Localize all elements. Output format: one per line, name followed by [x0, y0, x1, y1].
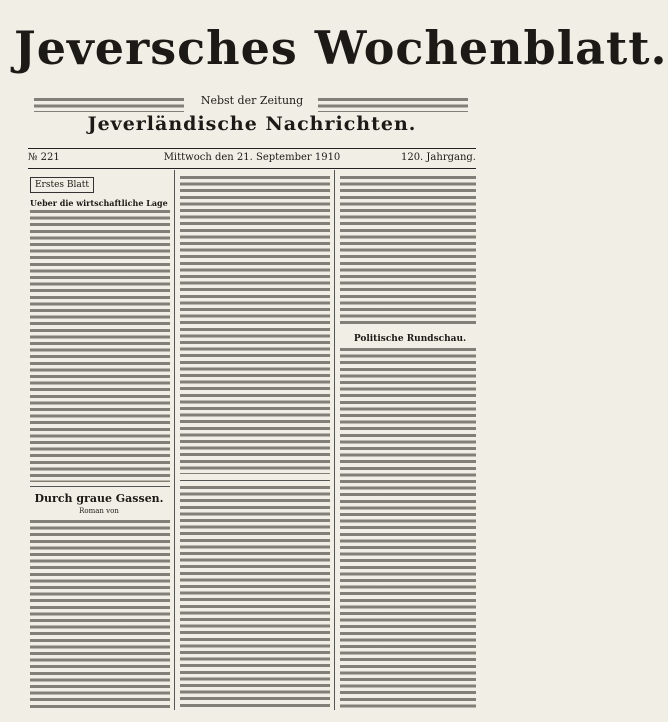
story-text-continued — [180, 486, 330, 708]
article-text-continued — [180, 176, 330, 474]
article-heading: Ueber die wirtschaftliche Lage — [30, 198, 168, 208]
political-text — [340, 348, 476, 708]
masthead-subtitle: Jeverländische Nachrichten. — [87, 113, 417, 135]
column-divider — [174, 170, 175, 710]
story-text — [30, 520, 170, 708]
dateline — [28, 152, 476, 166]
column-divider — [334, 170, 335, 710]
story-byline: Roman von — [79, 507, 119, 515]
issue-number: № 221 — [28, 152, 60, 163]
masthead-nebst: Nebst der Zeitung — [200, 94, 304, 107]
political-heading: Politische Rundschau. — [353, 334, 467, 344]
article-text — [30, 210, 170, 482]
issue-date: Mittwoch den 21. September 1910 — [163, 152, 341, 163]
masthead-rule-top — [28, 148, 476, 149]
issue-volume: 120. Jahrgang. — [400, 152, 476, 163]
masthead-rule-bottom — [28, 168, 476, 169]
story-rule — [30, 486, 170, 487]
feuilleton-rule — [180, 480, 330, 481]
masthead-publisher-left — [34, 98, 184, 112]
section-erstes-blatt: Erstes Blatt — [30, 177, 94, 193]
masthead-publisher-right — [318, 98, 468, 112]
article-text-col3 — [340, 176, 476, 326]
masthead-title: Jeversches Wochenblatt. — [14, 21, 668, 75]
story-title: Durch graue Gassen. — [34, 492, 164, 505]
